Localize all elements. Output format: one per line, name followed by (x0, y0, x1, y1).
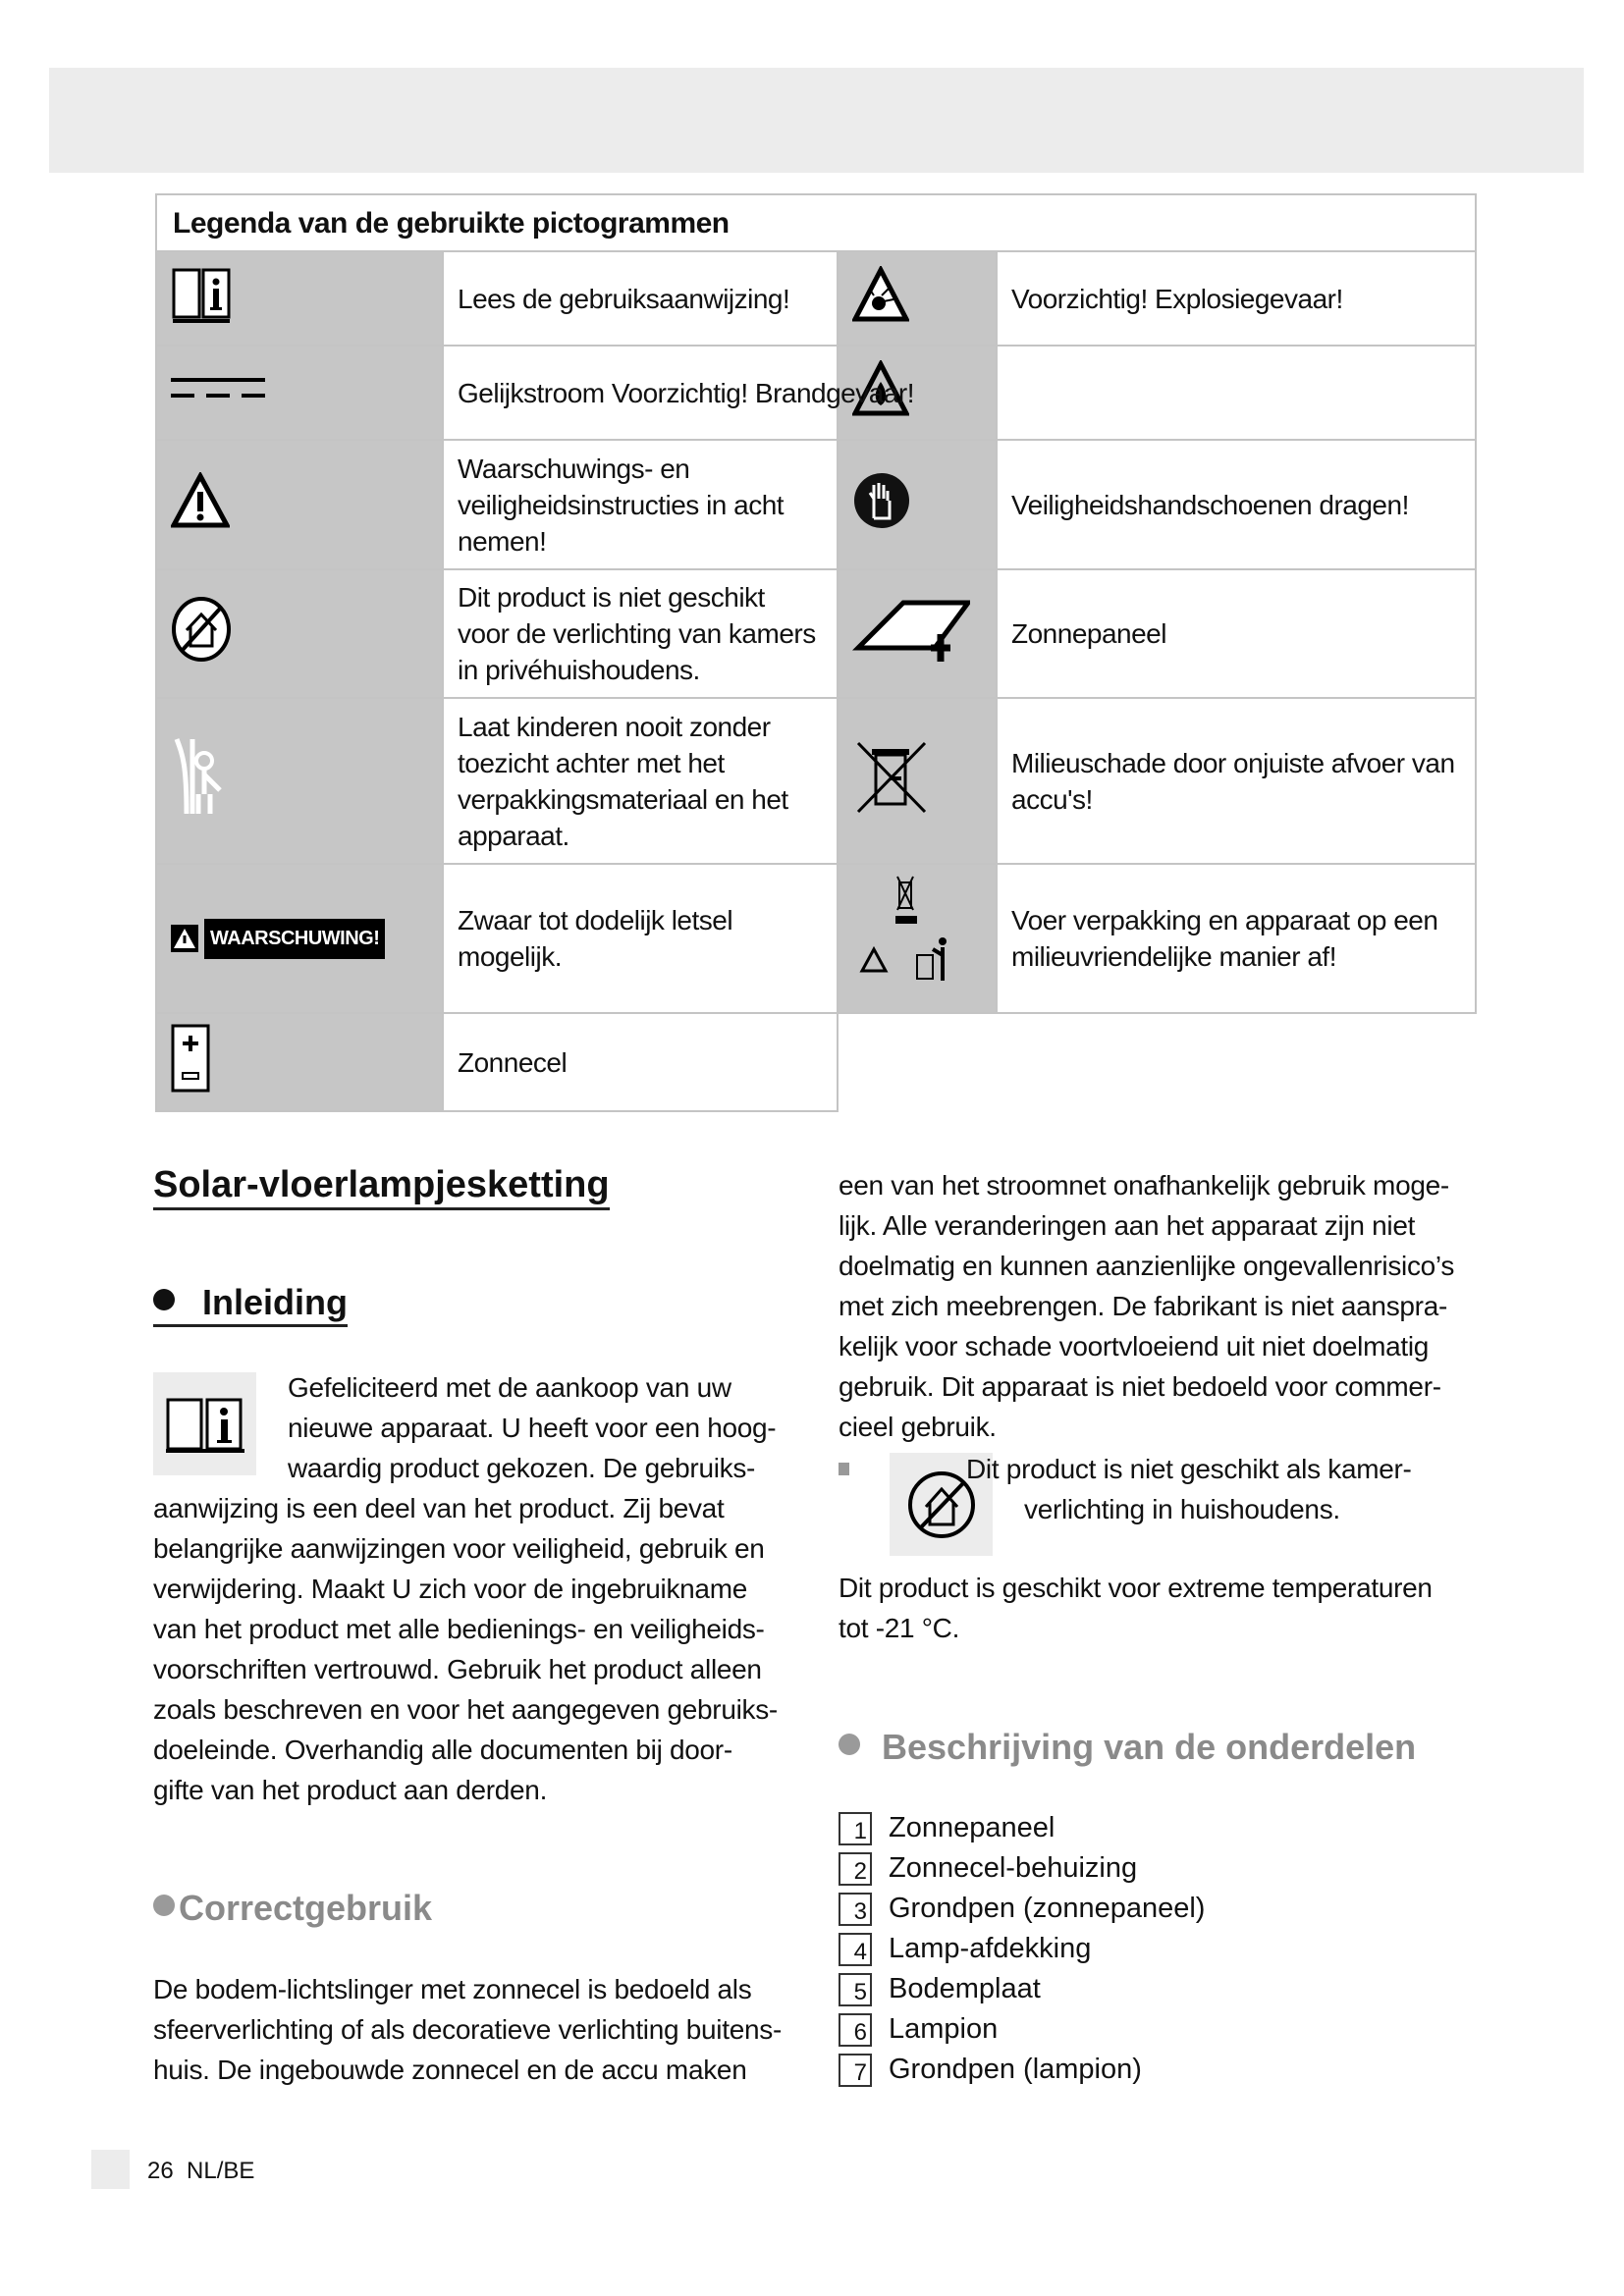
text-line: voorschriften vertrouwd. Gebruik het product alleen (153, 1654, 762, 1684)
bullet-icon (153, 1289, 175, 1310)
part-label: Bodemplaat (889, 1973, 1041, 2004)
text-line: sfeerverlichting of als decoratieve verlichting buitens- (153, 2014, 782, 2045)
intro-text-first (288, 1367, 776, 1488)
text-line: huis. De ingebouwde zonnecel en de accu maken (153, 2055, 747, 2085)
page-number: 26 (147, 2158, 174, 2184)
text-line: nieuwe apparaat. U heeft voor een hoog- (288, 1413, 777, 1443)
part-label: Lampion (889, 2013, 999, 2045)
header-band (49, 68, 1584, 173)
legend-row (156, 864, 1476, 1013)
heading-text: Inleiding (202, 1282, 348, 1322)
legend-text (443, 346, 914, 440)
legend-title: Legenda van de gebruikte pictogrammen (156, 194, 1476, 251)
temperature-text (839, 1568, 1433, 1648)
page-footer (147, 2158, 254, 2185)
list-item (839, 1969, 1205, 2009)
legend-row (156, 569, 1476, 698)
text-line: Dit product is geschikt voor extreme temperaturen (839, 1573, 1433, 1603)
text-line: met zich meebrengen. De fabrikant is niet aanspra- (839, 1291, 1447, 1321)
list-item (839, 2009, 1205, 2050)
legend-text: Zwaar tot dodelijk letsel mogelijk. (443, 864, 838, 1013)
text-line: lijk. Alle veranderingen aan het apparaat zijn niet (839, 1210, 1416, 1241)
legend-text: Zonnepaneel (997, 569, 1476, 698)
correct-use-text (153, 1969, 782, 2090)
crossed-bin-icon (838, 698, 997, 864)
bullet-square-icon (839, 1463, 849, 1475)
text-line: een van het stroomnet onafhankelijk gebruik moge- (839, 1170, 1449, 1201)
section-heading-parts (839, 1726, 1416, 1769)
legend-row (156, 346, 1476, 440)
note-line-1: Dit product is niet geschikt als kamer- (966, 1454, 1412, 1484)
part-number: 4 (839, 1933, 872, 1966)
right-column-text (839, 1165, 1454, 1447)
legend-text: Lees de gebruiksaanwijzing! (443, 251, 838, 346)
parts-list (839, 1808, 1205, 2090)
empty-cell (838, 1013, 1476, 1111)
section-heading-correct-use (153, 1887, 432, 1930)
text-line: zoals beschreven en voor het aangegeven gebruiks- (153, 1694, 778, 1725)
text-line: verwijdering. Maakt U zich voor de ingebruikname (153, 1574, 747, 1604)
legend-row (156, 440, 1476, 569)
legend-row (156, 251, 1476, 346)
part-number: 3 (839, 1893, 872, 1926)
no-room-lighting-icon (156, 569, 443, 698)
legend-text: Laat kinderen nooit zonder toezicht achter met het verpakkingsmateriaal en het apparaat. (443, 698, 838, 864)
heading-text: Beschrijving van de onderdelen (882, 1727, 1417, 1767)
text-line: belangrijke aanwijzingen voor veiligheid, gebruik en (153, 1533, 765, 1564)
pictogram-legend-table (155, 193, 1477, 1112)
part-number: 7 (839, 2054, 872, 2087)
intro-text-rest (153, 1488, 778, 1810)
legend-text: Waarschuwings- en veiligheidsinstructies in acht nemen! (443, 440, 838, 569)
list-item (839, 1808, 1205, 1848)
list-item (839, 1848, 1205, 1889)
legend-text-empty (997, 346, 1476, 440)
child-supervision-icon (156, 698, 443, 864)
text-line: gebruik. Dit apparaat is niet bedoeld voor commer- (839, 1371, 1441, 1402)
warning-triangle-icon (156, 440, 443, 569)
note-line-2: verlichting in huishoudens. (1024, 1494, 1340, 1524)
part-label: Lamp-afdekking (889, 1933, 1092, 1964)
read-manual-icon (156, 251, 443, 346)
part-number: 5 (839, 1973, 872, 2006)
legend-text: Veiligheidshandschoenen dragen! (997, 440, 1476, 569)
footer-marker (91, 2150, 130, 2189)
part-label: Zonnepaneel (889, 1812, 1056, 1843)
legend-text-dc: Gelijkstroom Voorzichtig! Brandgevaar! (458, 377, 914, 408)
part-label: Zonnecel-behuizing (889, 1852, 1138, 1884)
part-number: 6 (839, 2013, 872, 2047)
locale-label: NL/BE (187, 2158, 255, 2184)
text-line: tot -21 °C. (839, 1613, 960, 1643)
part-number: 2 (839, 1852, 872, 1886)
product-title: Solar-vloerlampjesketting (153, 1162, 610, 1210)
legend-text: Dit product is niet geschikt voor de verlichting van kamers in privéhuishoudens. (443, 569, 838, 698)
legend-row (156, 698, 1476, 864)
legend-text: Milieuschade door onjuiste afvoer van accu's! (997, 698, 1476, 864)
list-item (839, 2050, 1205, 2090)
text-line: waardig product gekozen. De gebruiks- (288, 1453, 756, 1483)
text-line: aanwijzing is een deel van het product. Zij bevat (153, 1493, 725, 1523)
legend-text: Voer verpakking en apparaat op een milieuvriendelijke manier af! (997, 864, 1476, 1013)
warning-label: WAARSCHUWING! (204, 919, 385, 959)
heading-text: Correctgebruik (179, 1888, 433, 1928)
safety-gloves-icon (838, 440, 997, 569)
text-line: van het product met alle bedienings- en veiligheids- (153, 1614, 765, 1644)
warning-label-icon (156, 864, 443, 1013)
text-line: gifte van het product aan derden. (153, 1775, 548, 1805)
text-line: doelmatig en kunnen aanzienlijke ongevallenrisico’s (839, 1251, 1455, 1281)
legend-row (156, 1013, 1476, 1111)
legend-text: Voorzichtig! Explosiegevaar! (997, 251, 1476, 346)
recycling-icon (838, 864, 997, 1013)
text-line: kelijk voor schade voortvloeiend uit niet doelmatig (839, 1331, 1430, 1362)
part-label: Grondpen (zonnepaneel) (889, 1893, 1206, 1924)
direct-current-icon (156, 346, 443, 440)
read-manual-icon (153, 1372, 256, 1475)
bullet-icon (153, 1895, 175, 1916)
legend-text: Zonnecel (443, 1013, 838, 1111)
text-line: doeleinde. Overhandig alle documenten bij door- (153, 1735, 732, 1765)
explosion-warning-icon (838, 251, 997, 346)
solar-panel-icon (838, 569, 997, 698)
section-heading-inleiding (153, 1281, 348, 1327)
list-item (839, 1929, 1205, 1969)
bullet-icon (839, 1734, 860, 1755)
text-line: Gefeliciteerd met de aankoop van uw (288, 1372, 731, 1403)
solar-cell-icon (156, 1013, 443, 1111)
list-item (839, 1889, 1205, 1929)
part-label: Grondpen (lampion) (889, 2054, 1142, 2085)
part-number: 1 (839, 1812, 872, 1845)
text-line: De bodem-lichtslinger met zonnecel is bedoeld als (153, 1974, 752, 2004)
text-line: cieel gebruik. (839, 1412, 997, 1442)
